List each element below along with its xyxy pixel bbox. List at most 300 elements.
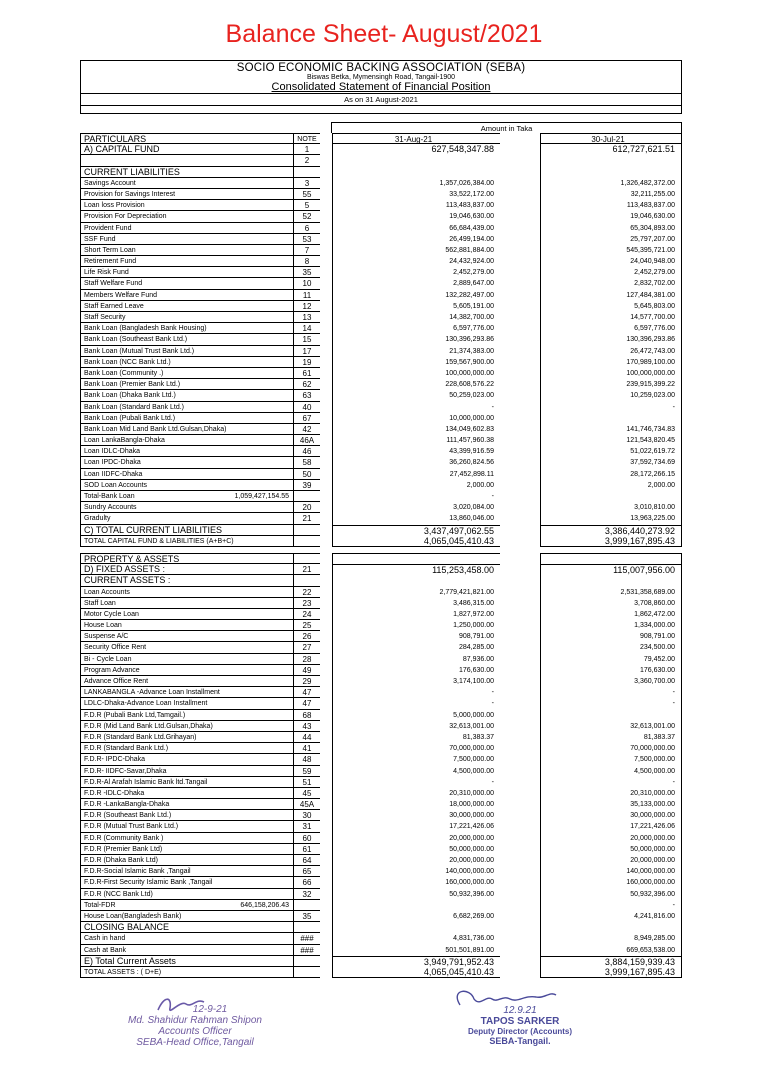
row-amount-aug: 33,522,172.00 [332,189,500,200]
row-label: Suspense A/C [80,631,293,642]
table-row [80,833,682,844]
row-amount-aug: - [332,777,500,788]
row-amount-jul: 20,310,000.00 [540,788,682,799]
row-label: Short Term Loan [80,245,293,256]
table-row [80,665,682,676]
row-label: SOD Loan Accounts [80,480,293,491]
closing-balance-title: CLOSING BALANCE [80,922,293,933]
row-subtotal: 646,158,206.43 [240,901,289,909]
row-amount-jul: 234,500.00 [540,642,682,653]
table-row [80,290,682,301]
row-label [80,900,293,911]
row-amount-aug: 3,486,315.00 [332,598,500,609]
row-note: 25 [293,620,320,631]
row-amount-aug: 20,310,000.00 [332,788,500,799]
row-amount-jul: 24,040,948.00 [540,256,682,267]
row-note: 21 [293,513,320,524]
signature-left-office: SEBA-Head Office,Tangail [136,1037,254,1048]
row-subtotal: 1,059,427,154.55 [234,493,289,500]
row-amount-jul: 113,483,837.00 [540,200,682,211]
org-address: Biswas Betka, Mymensingh Road, Tangail-1900 [306,74,456,81]
row-note: 39 [293,480,320,491]
row-amount-aug: 4,065,045,410.43 [332,967,500,978]
row-note [293,900,320,911]
row-amount-jul: 81,383.37 [540,732,682,743]
table-row [80,245,682,256]
row-amount-jul: 140,000,000.00 [540,866,682,877]
page-title: Balance Sheet- August/2021 [225,20,543,48]
row-amount-jul: 127,484,381.00 [540,290,682,301]
table-row [80,144,682,155]
row-note: 68 [293,710,320,721]
row-amount-aug: 30,000,000.00 [332,810,500,821]
table-row [80,821,682,832]
row-amount-jul: 176,630.00 [540,665,682,676]
row-amount-jul: 545,395,721.00 [540,245,682,256]
row-note: 47 [293,687,320,698]
row-amount-jul: - [540,777,682,788]
table-row [80,598,682,609]
row-amount-jul: 1,862,472.00 [540,609,682,620]
row-amount-aug: 21,374,383.00 [332,346,500,357]
row-label: SSF Fund [80,234,293,245]
row-label: Staff Welfare Fund [80,278,293,289]
row-amount-jul: - [540,402,682,413]
row-label: Loan IDLC-Dhaka [80,446,293,457]
row-label: Staff Security [80,312,293,323]
row-label: F.D.R (Standard Bank Ltd.) [80,743,293,754]
row-amount-aug: 176,630.00 [332,665,500,676]
capital-fund-section [80,144,682,166]
row-amount-jul [540,491,682,502]
row-amount-aug: 36,260,824.56 [332,457,500,468]
row-label: Provision for Savings Interest [80,189,293,200]
signature-right-date: 12.9.21 [503,1005,537,1016]
row-amount-aug: 627,548,347.88 [332,144,500,155]
row-note [293,967,320,978]
row-amount-aug: 20,000,000.00 [332,855,500,866]
row-amount-jul: 35,133,000.00 [540,799,682,810]
row-amount-jul: 2,452,279.00 [540,267,682,278]
row-amount-jul: 30,000,000.00 [540,810,682,821]
row-note: 19 [293,357,320,368]
row-amount-jul: 37,592,734.69 [540,457,682,468]
table-row [80,334,682,345]
row-amount-jul: 28,172,266.15 [540,469,682,480]
row-amount-aug: 134,049,602.83 [332,424,500,435]
row-note: 61 [293,368,320,379]
row-label: F.D.R- IPDC-Dhaka [80,754,293,765]
row-amount-aug: 2,000.00 [332,480,500,491]
row-amount-jul: 612,727,621.51 [540,144,682,155]
row-note: 64 [293,855,320,866]
row-amount-jul [540,710,682,721]
note-header: NOTE [293,133,320,144]
row-amount-aug: 228,608,576.22 [332,379,500,390]
row-label: F.D.R (Mutual Trust Bank Ltd.) [80,821,293,832]
row-label: F.D.R (Premier Bank Ltd) [80,844,293,855]
row-label: F.D.R -LankaBangla-Dhaka [80,799,293,810]
row-amount-aug: - [332,402,500,413]
table-row [80,732,682,743]
row-note: 45A [293,799,320,810]
table-row [80,609,682,620]
row-note: 3 [293,178,320,189]
table-row [80,877,682,888]
row-label: Provision For Depreciation [80,211,293,222]
row-label: Loan LankaBangla-Dhaka [80,435,293,446]
table-row [80,620,682,631]
fixed-assets-label: D) FIXED ASSETS : [80,564,293,575]
table-row [80,642,682,653]
row-label: Bank Loan (NCC Bank Ltd.) [80,357,293,368]
row-amount-aug: 4,500,000.00 [332,766,500,777]
row-note: 24 [293,609,320,620]
row-label-text: Total-FDR [84,901,116,909]
section-title-row [80,553,682,564]
row-amount-jul: 20,000,000.00 [540,855,682,866]
row-amount-aug: 27,452,898.11 [332,469,500,480]
row-note: 10 [293,278,320,289]
table-row [80,223,682,234]
row-note: 15 [293,334,320,345]
row-amount-aug: 562,881,884.00 [332,245,500,256]
liabilities-table [80,178,682,547]
row-amount-aug: 17,221,426.06 [332,821,500,832]
table-row [80,654,682,665]
table-row [80,900,682,911]
row-note [293,956,320,967]
table-row [80,710,682,721]
row-amount-aug: 66,684,439.00 [332,223,500,234]
table-row [80,766,682,777]
row-amount-jul: 26,472,743.00 [540,346,682,357]
row-label: Loan IPDC-Dhaka [80,457,293,468]
row-label: House Loan(Bangladesh Bank) [80,911,293,922]
row-note: 13 [293,312,320,323]
closing-table [80,933,682,978]
table-row [80,788,682,799]
row-note: 5 [293,200,320,211]
row-amount-jul: 100,000,000.00 [540,368,682,379]
row-note: 55 [293,189,320,200]
row-amount-aug [332,900,500,911]
row-label: Bank Loan Mid Land Bank Ltd.Gulsan,Dhaka) [80,424,293,435]
row-label [80,155,293,166]
table-row [80,256,682,267]
row-amount-jul: 3,708,860.00 [540,598,682,609]
row-amount-aug: 100,000,000.00 [332,368,500,379]
row-amount-aug: 3,437,497,062.55 [332,525,500,536]
fixed-assets-note: 21 [293,564,320,575]
row-label: Advance Office Rent [80,676,293,687]
property-title: PROPERTY & ASSETS [80,553,293,564]
row-note: 52 [293,211,320,222]
table-row [80,810,682,821]
row-label: Loan loss Provision [80,200,293,211]
row-amount-aug: 6,597,776.00 [332,323,500,334]
as-on-date: As on 31 August-2021 [81,93,681,105]
table-row [80,513,682,524]
row-amount-jul: 121,543,820.45 [540,435,682,446]
fixed-assets-row [80,564,682,575]
row-amount-aug: 19,046,630.00 [332,211,500,222]
row-amount-jul: 3,999,167,895.43 [540,536,682,547]
row-note: 23 [293,598,320,609]
row-label: Loan Accounts [80,587,293,598]
section-title-row [80,575,682,586]
org-name: SOCIO ECONOMIC BACKING ASSOCIATION (SEBA) [236,62,526,74]
row-amount-jul: - [540,900,682,911]
row-label: Bank Loan (Pubali Bank Ltd.) [80,413,293,424]
row-label: Gradulty [80,513,293,524]
row-amount-jul: 1,326,482,372.00 [540,178,682,189]
row-note: ### [293,933,320,944]
row-note: 6 [293,223,320,234]
row-note: 32 [293,889,320,900]
row-note: 50 [293,469,320,480]
row-amount-jul: 32,211,255.00 [540,189,682,200]
row-note: 7 [293,245,320,256]
row-amount-aug: 3,020,084.00 [332,502,500,513]
row-amount-aug: 130,396,293.86 [332,334,500,345]
row-label: Bi - Cycle Loan [80,654,293,665]
table-row [80,413,682,424]
row-note: 30 [293,810,320,821]
row-amount-jul: 170,989,100.00 [540,357,682,368]
column-header-row [80,133,682,144]
table-row [80,676,682,687]
row-amount-jul: 908,791.00 [540,631,682,642]
table-row [80,379,682,390]
row-amount-aug: 20,000,000.00 [332,833,500,844]
row-amount-aug: 1,827,972.00 [332,609,500,620]
table-row [80,323,682,334]
fixed-assets-aug: 115,253,458.00 [332,564,500,575]
row-amount-aug: 111,457,960.38 [332,435,500,446]
row-note: 41 [293,743,320,754]
row-amount-aug: - [332,491,500,502]
row-label: Loan IIDFC-Dhaka [80,469,293,480]
row-note: 46A [293,435,320,446]
row-note [293,536,320,547]
table-row [80,346,682,357]
row-amount-jul: 32,613,001.00 [540,721,682,732]
row-note: ### [293,945,320,956]
row-label: A) CAPITAL FUND [80,144,293,155]
row-label: F.D.R (Pubali Bank Ltd,Tamgail.) [80,710,293,721]
statement-title: Consolidated Statement of Financial Position [271,81,491,93]
row-label: E) Total Current Assets [80,956,293,967]
row-amount-jul: 5,645,803.00 [540,301,682,312]
row-amount-jul: 51,022,619.72 [540,446,682,457]
row-note: 40 [293,402,320,413]
col1-header: 31-Aug-21 [332,133,500,144]
row-label: F.D.R (Dhaka Bank Ltd) [80,855,293,866]
row-amount-jul: 3,360,700.00 [540,676,682,687]
row-amount-jul: 7,500,000.00 [540,754,682,765]
row-note: 12 [293,301,320,312]
table-row [80,402,682,413]
row-note: 1 [293,144,320,155]
row-amount-jul: 1,334,000.00 [540,620,682,631]
row-amount-aug: 908,791.00 [332,631,500,642]
row-amount-jul [540,413,682,424]
row-amount-aug: 24,432,924.00 [332,256,500,267]
row-amount-aug: 26,499,194.00 [332,234,500,245]
row-amount-jul: 14,577,700.00 [540,312,682,323]
row-label: Bank Loan (Mutual Trust Bank Ltd.) [80,346,293,357]
row-label: Members Welfare Fund [80,290,293,301]
signature-right [440,985,600,1046]
row-note: 65 [293,866,320,877]
row-amount-aug: 87,936.00 [332,654,500,665]
row-note: 31 [293,821,320,832]
row-amount-jul: 3,999,167,895.43 [540,967,682,978]
row-amount-aug: 4,065,045,410.43 [332,536,500,547]
row-note: 45 [293,788,320,799]
signature-left [110,990,280,1048]
row-note: 67 [293,413,320,424]
row-amount-jul: 141,746,734.83 [540,424,682,435]
row-note: 20 [293,502,320,513]
row-amount-jul: 10,259,023.00 [540,390,682,401]
row-note: 58 [293,457,320,468]
row-note: 29 [293,676,320,687]
row-amount-jul: 3,884,159,939.43 [540,956,682,967]
blank-bar [80,106,682,114]
fixed-assets-jul: 115,007,956.00 [540,564,682,575]
row-amount-aug: - [332,687,500,698]
table-row [80,357,682,368]
table-row [80,945,682,956]
row-note: 62 [293,379,320,390]
row-label: Retirement Fund [80,256,293,267]
row-amount-aug: 13,860,046.00 [332,513,500,524]
row-amount-jul: 8,949,285.00 [540,933,682,944]
row-label: F.D.R -IDLC-Dhaka [80,788,293,799]
table-row [80,525,682,536]
signature-left-name: Md. Shahidur Rahman Shipon [128,1015,262,1026]
row-note: 22 [293,587,320,598]
row-label: F.D.R- IIDFC-Savar,Dhaka [80,766,293,777]
row-amount-aug: 50,000,000.00 [332,844,500,855]
row-note: 60 [293,833,320,844]
row-label: F.D.R (Standard Bank Ltd.Grihayan) [80,732,293,743]
row-amount-aug: 70,000,000.00 [332,743,500,754]
row-amount-jul: 6,597,776.00 [540,323,682,334]
row-note: 61 [293,844,320,855]
table-row [80,178,682,189]
row-amount-aug: 32,613,001.00 [332,721,500,732]
row-amount-jul: - [540,698,682,709]
row-note: 49 [293,665,320,676]
row-amount-aug: - [332,698,500,709]
row-label: LDLC-Dhaka-Advance Loan Installment [80,698,293,709]
table-row [80,446,682,457]
table-row [80,278,682,289]
table-row [80,754,682,765]
row-amount-jul: 19,046,630.00 [540,211,682,222]
row-note: 48 [293,754,320,765]
row-amount-aug: 81,383.37 [332,732,500,743]
table-row [80,536,682,547]
table-row [80,777,682,788]
table-row [80,956,682,967]
row-label: Bank Loan (Standard Bank Ltd.) [80,402,293,413]
row-amount-jul: 2,832,702.00 [540,278,682,289]
row-label: F.D.R-First Security Islamic Bank ,Tangail [80,877,293,888]
table-row [80,911,682,922]
row-label: Staff Earned Leave [80,301,293,312]
table-row [80,301,682,312]
row-note: 51 [293,777,320,788]
row-amount-aug: 159,567,900.00 [332,357,500,368]
row-note: 47 [293,698,320,709]
row-label: F.D.R-Social Islamic Bank ,Tangail [80,866,293,877]
row-amount-aug: 2,779,421,821.00 [332,587,500,598]
table-row [80,200,682,211]
table-row [80,889,682,900]
table-row [80,368,682,379]
row-amount-jul: 50,932,396.00 [540,889,682,900]
row-amount-aug: 284,285.00 [332,642,500,653]
section-title-row [80,167,682,178]
row-amount-jul: 25,797,207.00 [540,234,682,245]
row-label: Life Risk Fund [80,267,293,278]
row-amount-jul: 669,653,538.00 [540,945,682,956]
signature-right-role: Deputy Director (Accounts) [467,1027,572,1036]
table-row [80,312,682,323]
row-label: Savings Account [80,178,293,189]
table-row [80,587,682,598]
row-label: F.D.R (Mid Land Bank Ltd.Gulsan,Dhaka) [80,721,293,732]
row-label: House Loan [80,620,293,631]
table-row [80,631,682,642]
table-row [80,155,682,166]
row-label: TOTAL ASSETS : ( D+E) [80,967,293,978]
row-label: Cash in hand [80,933,293,944]
statement-header [80,60,682,106]
row-label [80,491,293,502]
row-label: Security Office Rent [80,642,293,653]
row-amount-jul: 13,963,225.00 [540,513,682,524]
row-amount-jul: 239,915,399.22 [540,379,682,390]
row-note [293,491,320,502]
particulars-header: PARTICULARS [80,133,293,144]
table-row [80,457,682,468]
row-amount-jul: 65,304,893.00 [540,223,682,234]
signature-left-date: 12-9-21 [192,1004,228,1015]
table-row [80,491,682,502]
table-row [80,855,682,866]
row-amount-jul [540,155,682,166]
table-row [80,698,682,709]
current-assets-title: CURRENT ASSETS : [80,575,293,586]
table-row [80,721,682,732]
table-row [80,866,682,877]
row-amount-aug: 2,889,647.00 [332,278,500,289]
row-amount-jul: 70,000,000.00 [540,743,682,754]
row-amount-aug: 14,382,700.00 [332,312,500,323]
row-amount-jul: 3,386,440,273.92 [540,525,682,536]
row-amount-aug: 3,949,791,952.43 [332,956,500,967]
row-amount-aug: 7,500,000.00 [332,754,500,765]
table-row [80,480,682,491]
row-amount-aug: 2,452,279.00 [332,267,500,278]
row-note: 42 [293,424,320,435]
row-label: Program Advance [80,665,293,676]
